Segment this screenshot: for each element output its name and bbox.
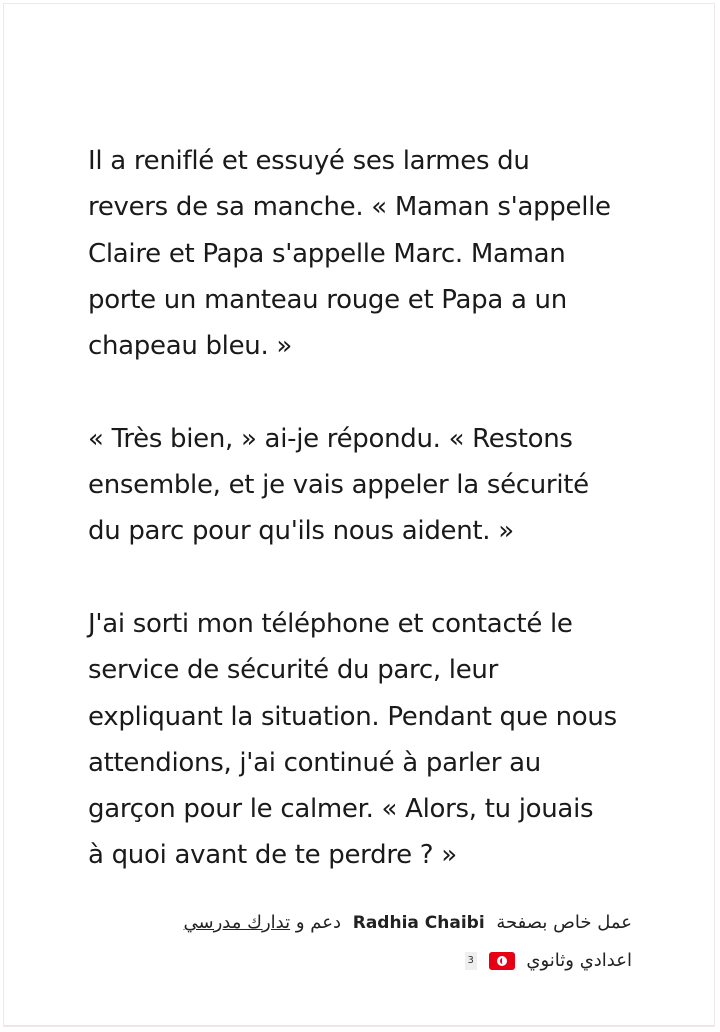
- page-number: 3: [465, 952, 477, 970]
- footer-prefix: عمل خاص بصفحة: [496, 912, 632, 933]
- footer-level-text: اعدادي وثانوي: [526, 950, 632, 971]
- paragraph-1: Il a reniflé et essuyé ses larmes du revers de sa manche. « Maman s'appelle Claire et Papa s'appelle Marc. Maman porte un manteau rouge et Papa a un chapeau bleu. »: [88, 146, 611, 362]
- paragraph-2: « Très bien, » ai-je répondu. « Restons ensemble, et je vais appeler la sécurité du parc pour qu'ils nous aident. »: [88, 423, 589, 547]
- footer-underlined-text: تدارك مدرسي: [183, 912, 291, 933]
- story-text: [88, 138, 688, 879]
- paragraph-3: J'ai sorti mon téléphone et contacté le service de sécurité du parc, leur expliquant la situation. Pendant que nous attendions, j'ai continué à parler au garçon pour le calmer. « Alors, tu jouais à quoi avant de te perdre ? »: [88, 608, 617, 871]
- footer-author: Radhia Chaibi: [352, 913, 485, 933]
- footer-credit-line: [112, 906, 632, 940]
- bottom-divider: [3, 1025, 715, 1026]
- footer-level-line: [112, 944, 632, 978]
- footer-credit: [112, 906, 632, 978]
- tunisia-flag-icon: [489, 952, 515, 970]
- footer-suffix: دعم و: [295, 912, 341, 933]
